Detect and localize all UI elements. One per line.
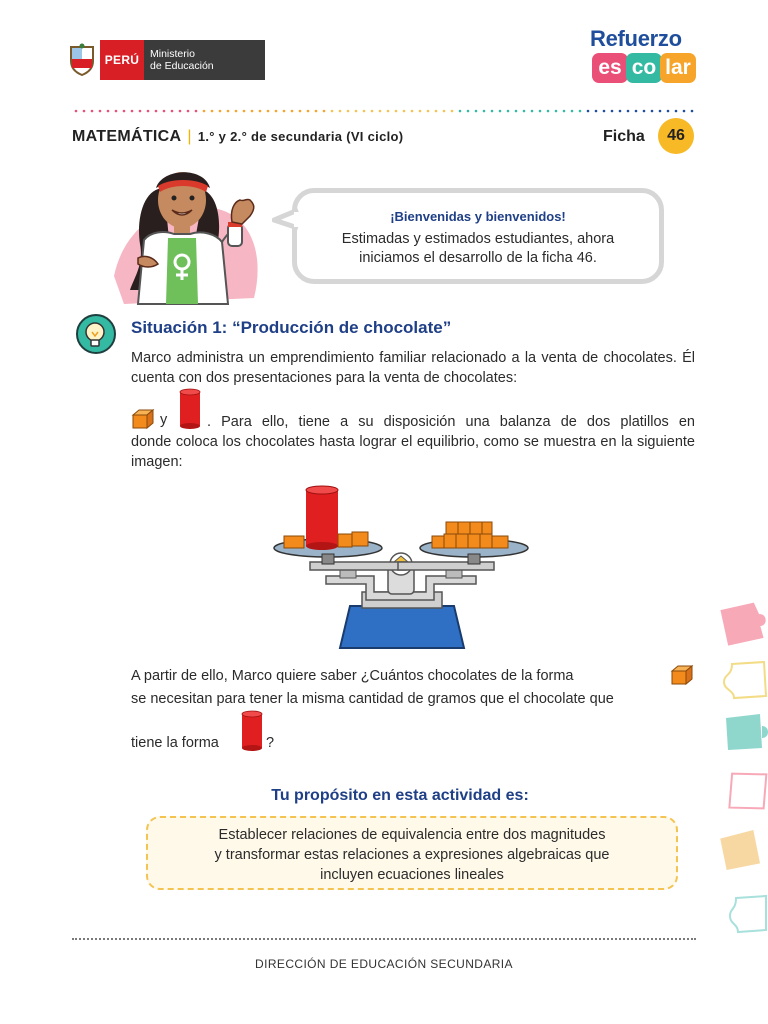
divider-dot xyxy=(635,110,638,113)
divider-dot xyxy=(331,110,334,113)
divider-dot xyxy=(355,110,358,113)
divider-dot xyxy=(547,110,550,113)
refuerzo-title: Refuerzo xyxy=(590,26,682,51)
orange-cube-chocolate-icon xyxy=(670,664,694,686)
divider-dot xyxy=(275,110,278,113)
divider-dot xyxy=(595,110,598,113)
divider-dot xyxy=(227,110,230,113)
welcome-line-1: Estimadas y estimados estudiantes, ahora xyxy=(341,231,615,247)
divider-dot xyxy=(387,110,390,113)
divider-dot xyxy=(219,110,222,113)
divider-dot xyxy=(523,110,526,113)
divider-dot xyxy=(267,110,270,113)
divider-dot xyxy=(163,110,166,113)
divider-dot xyxy=(459,110,462,113)
divider-dot xyxy=(467,110,470,113)
divider-dot xyxy=(171,110,174,113)
divider-dot xyxy=(179,110,182,113)
divider-dot xyxy=(531,110,534,113)
divider-dot xyxy=(371,110,374,113)
divider-dot xyxy=(315,110,318,113)
divider-dot xyxy=(651,110,654,113)
welcome-line-2: iniciamos el desarrollo de la ficha 46. xyxy=(359,250,597,266)
escolar-letters-3: lar xyxy=(660,53,696,83)
ministry-line-1: Ministerio xyxy=(150,48,195,60)
divider-dot xyxy=(83,110,86,113)
lightbulb-icon xyxy=(73,314,119,354)
divider-dot xyxy=(419,110,422,113)
purpose-line-2: y transformar estas relaciones a expresiones algebraicas que xyxy=(214,847,610,863)
purpose-box xyxy=(146,816,678,890)
peru-label: PERÚ xyxy=(100,40,144,80)
red-cylinder-chocolate-icon xyxy=(240,710,264,752)
welcome-text xyxy=(297,230,659,268)
divider-dot xyxy=(187,110,190,113)
footer-divider xyxy=(72,938,696,942)
subject-separator: | xyxy=(187,128,192,145)
ministry-name xyxy=(144,40,265,80)
divider-dot xyxy=(323,110,326,113)
divider-dot xyxy=(507,110,510,113)
escolar-letters-2: co xyxy=(626,53,662,83)
divider-dot xyxy=(619,110,622,113)
welcome-title: ¡Bienvenidas y bienvenidos! xyxy=(390,209,566,224)
divider-dot xyxy=(443,110,446,113)
divider-dot xyxy=(483,110,486,113)
divider-dot xyxy=(283,110,286,113)
divider-dot xyxy=(131,110,134,113)
purpose-title: Tu propósito en esta actividad es: xyxy=(271,787,529,804)
divider-dot xyxy=(139,110,142,113)
divider-dot xyxy=(75,110,78,113)
divider-dot xyxy=(451,110,454,113)
divider-dot xyxy=(611,110,614,113)
balance-scale-illustration xyxy=(270,484,530,650)
divider-dot xyxy=(667,110,670,113)
divider-dot xyxy=(563,110,566,113)
divider-dot xyxy=(643,110,646,113)
ministry-line-2: de Educación xyxy=(150,60,214,72)
divider-dot xyxy=(115,110,118,113)
divider-dot xyxy=(411,110,414,113)
refuerzo-escolar-logo xyxy=(590,26,700,88)
divider-dot xyxy=(235,110,238,113)
divider-dot xyxy=(395,110,398,113)
divider-dot xyxy=(539,110,542,113)
subject-level: 1.° y 2.° de secundaria (VI ciclo) xyxy=(197,129,404,144)
divider-dot xyxy=(435,110,438,113)
question-part-2: se necesitan para tener la misma cantidad de gramos que el chocolate que xyxy=(131,691,614,707)
peru-shield-icon xyxy=(64,40,100,80)
divider-dot xyxy=(555,110,558,113)
red-cylinder-chocolate-icon xyxy=(178,388,202,430)
situation-paragraph-2-rest: donde coloca los chocolates hasta lograr el equilibrio, como se muestra en la siguiente imagen: xyxy=(131,434,695,470)
divider-dot xyxy=(299,110,302,113)
orange-cube-chocolate-icon xyxy=(131,408,155,430)
divider-dot xyxy=(515,110,518,113)
divider-dot xyxy=(683,110,686,113)
divider-dot xyxy=(307,110,310,113)
escolar-letters-1: es xyxy=(592,53,628,83)
divider-dot xyxy=(691,110,694,113)
divider-dot xyxy=(491,110,494,113)
divider-dot xyxy=(675,110,678,113)
divider-dot xyxy=(91,110,94,113)
divider-dot xyxy=(587,110,590,113)
divider-dot xyxy=(107,110,110,113)
divider-dot xyxy=(347,110,350,113)
divider-dot xyxy=(571,110,574,113)
footer-text: DIRECCIÓN DE EDUCACIÓN SECUNDARIA xyxy=(255,957,513,971)
ficha-label: Ficha xyxy=(603,128,645,145)
divider-dot xyxy=(403,110,406,113)
welcome-speech-bubble xyxy=(292,188,664,284)
divider-dot xyxy=(155,110,158,113)
decorative-puzzle-pieces xyxy=(716,600,768,950)
header-divider xyxy=(72,100,696,104)
divider-dot xyxy=(339,110,342,113)
ficha-number-badge: 46 xyxy=(658,118,694,154)
situation-paragraph-2-first-line: . Para ello, tiene a su disposición una balanza de dos platillos en xyxy=(207,414,695,430)
ministry-logo xyxy=(64,40,277,80)
subject-bar xyxy=(72,128,403,146)
divider-dot xyxy=(427,110,430,113)
divider-dot xyxy=(291,110,294,113)
divider-dot xyxy=(203,110,206,113)
divider-dot xyxy=(259,110,262,113)
divider-dot xyxy=(579,110,582,113)
question-mark: ? xyxy=(266,735,275,751)
divider-dot xyxy=(243,110,246,113)
teacher-illustration xyxy=(104,158,274,306)
escolar-badge xyxy=(592,53,694,83)
divider-dot xyxy=(379,110,382,113)
divider-dot xyxy=(475,110,478,113)
divider-dot xyxy=(147,110,150,113)
speech-bubble-tail xyxy=(272,208,300,232)
question-part-1: A partir de ello, Marco quiere saber ¿Cuántos chocolates de la forma xyxy=(131,668,574,684)
purpose-line-3: incluyen ecuaciones lineales xyxy=(320,867,504,883)
situation-title: Situación 1: “Producción de chocolate” xyxy=(131,318,452,337)
divider-dot xyxy=(499,110,502,113)
divider-dot xyxy=(659,110,662,113)
situation-paragraph-1: Marco administra un emprendimiento familiar relacionado a la venta de chocolates. Él cuenta con dos presentaciones para la venta de chocolates: xyxy=(131,350,695,386)
subject-title: MATEMÁTICA xyxy=(72,128,182,145)
divider-dot xyxy=(123,110,126,113)
divider-dot xyxy=(627,110,630,113)
and-word: y xyxy=(160,412,168,428)
divider-dot xyxy=(251,110,254,113)
question-part-3: tiene la forma xyxy=(131,735,219,751)
divider-dot xyxy=(603,110,606,113)
divider-dot xyxy=(99,110,102,113)
purpose-line-1: Establecer relaciones de equivalencia entre dos magnitudes xyxy=(218,827,606,843)
divider-dot xyxy=(195,110,198,113)
divider-dot xyxy=(363,110,366,113)
divider-dot xyxy=(211,110,214,113)
